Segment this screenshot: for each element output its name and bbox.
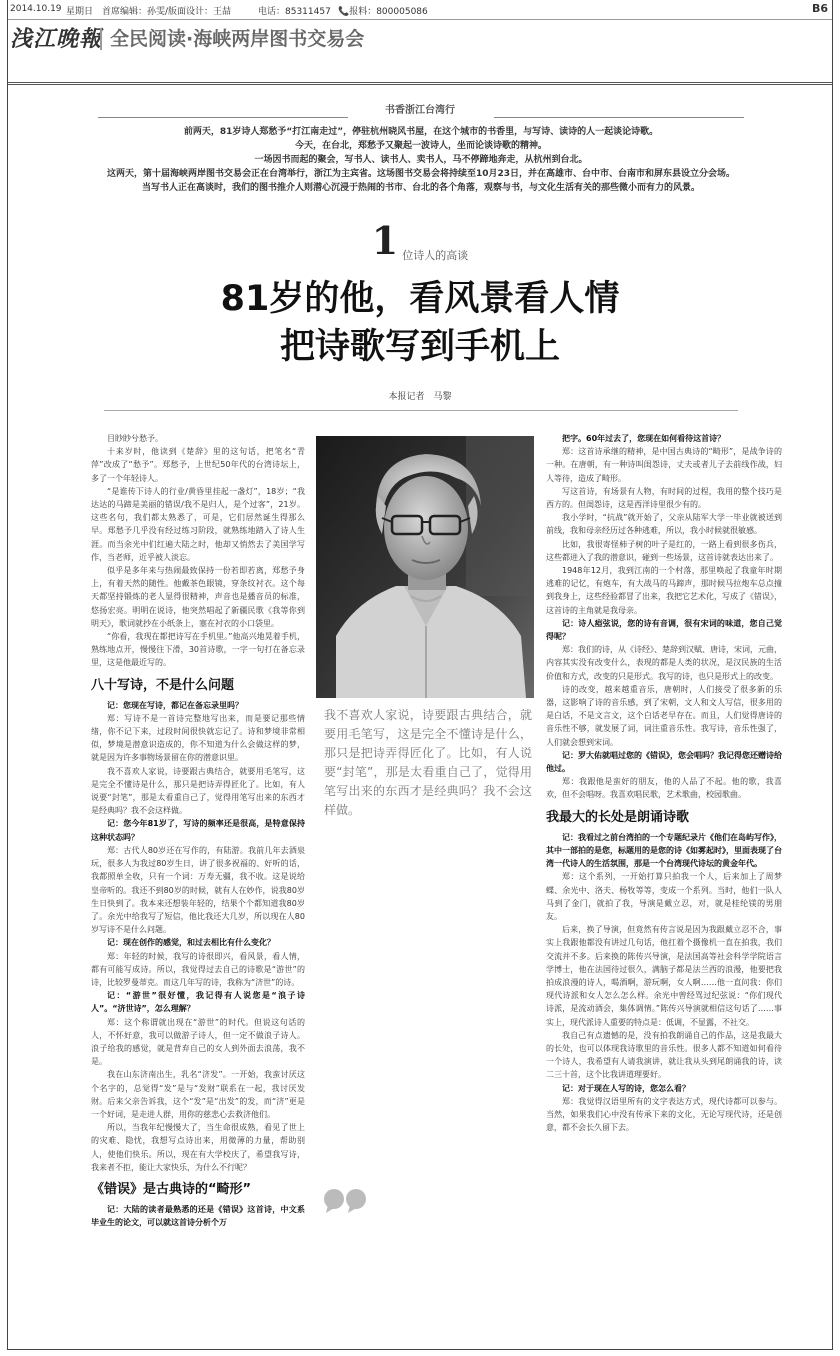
interview-question: 记：对于现在人写的诗，您怎么看？ — [562, 1083, 690, 1093]
quote-mark-icon — [324, 1187, 368, 1213]
body-paragraph: 所以，当我年纪慢慢大了，当生命很成熟，看见了世上的灾难、隐忧，我想写点诗出来，用微薄的力量，帮助别人，使他们快乐。所以，现在有大学校庆了，希望我写诗，我来者不拒，能让大家快乐，为什么不行呢？ — [91, 1123, 305, 1172]
pull-quote: 我不喜欢人家说，诗要跟古典结合，就要用毛笔写，这是完全不懂诗是什么，那只是把诗弄得匠化了。比如，有人说要“封笔”，那是太看重自己了，觉得用笔写出来的东西才是经典吗？我不会这样做。 — [324, 708, 532, 817]
newspaper-logo: 浅江晚報 — [10, 26, 103, 52]
body-paragraph: 郑：这首诗承继的精神，是中国古典诗的“畸形”，是战争诗的一种。在唐朝，有一种诗叫闺怨诗，丈夫或者儿子去前线作战，妇人等待，造成了畸形。 — [546, 447, 782, 483]
article-column-left — [91, 432, 305, 1348]
body-paragraph: 郑：年轻的时候，我写的诗很即兴，看风景，看人情，都有可能写成诗。所以，我觉得过去自己的诗歌是“游世”的诗，比较罗曼蒂克。而这几年写的诗，我称为“济世”的诗。 — [91, 951, 305, 987]
column-label-rule-left — [98, 117, 348, 118]
body-paragraph: 郑：我觉得汉语里所有的文字表达方式，现代诗都可以参与。当然，如果我们心中没有传承下来的文化，无论写现代诗，还是创意，都不会长久留下去。 — [546, 1096, 782, 1133]
interview-question: 记：“游世”很好懂，我记得有人说您是“浪子诗人”。“济世诗”，怎么理解？ — [91, 991, 305, 1014]
body-paragraph: 郑：我们的诗，从《诗经》、楚辞到汉赋、唐诗，宋词，元曲，内容其实没有改变什么，表现的都是人类的状况，是汉民族的生活价值和方式，改变的只是形式。我写的诗，也只是形式上的改变。 — [546, 645, 782, 681]
body-paragraph: 我不喜欢人家说，诗要跟古典结合，就要用毛笔写，这是完全不懂诗是什么，那只是把诗弄得匠化了。比如，有人说要“封笔”，那是太看重自己了，觉得用笔写出来的东西才是经典吗？我不会这样做。 — [91, 766, 305, 816]
body-paragraph: “你看，我现在都把诗写在手机里。”他高兴地晃着手机，熟练地点开，慢慢往下滑，30首诗歌，一字一句打在备忘录里，这是他最近写的。 — [91, 632, 305, 668]
kicker-text: 位诗人的高谈 — [402, 249, 469, 262]
body-paragraph: 郑：这个称谓就出现在“游世”的时代。但说这句话的人，不怀好意，我可以做游子诗人，但一定不做浪子诗人。浪子给我的感觉，就是背弃自己的女人到外面去浪荡，我不是。 — [91, 1017, 305, 1067]
body-paragraph: 比如，我很寄怪柿子树的叶子是红的，一路上看到很多伤兵，这些都进入了我的潜意识，碰到一些场景，这首诗就表达出来了。 — [546, 539, 782, 562]
interview-question: 把字。60年过去了，您现在如何看待这首诗？ — [562, 434, 726, 443]
body-paragraph: 我在山东济南出生，乳名“济发”。一开始，我蛮讨厌这个名字的，总觉得“发”是与“发财”联系在一起，我讨厌发财。后来父亲告诉我，这个“发”是“出发”的发，而“济”更是一个好词，是走进人群，用你的慈悲心去救济他们。 — [91, 1070, 305, 1119]
masthead-rule — [8, 82, 832, 85]
folio-editor: 首席编辑：孙雯/版面设计：王喆 — [102, 7, 232, 17]
intro-line: 当写书人正在高谈时，我们的图书推介人则潜心沉浸于热闹的书市、台北的各个角落，观察与书，与文化生活有关的那些微小而有力的风景。 — [141, 183, 700, 193]
interview-question: 记：诗人瘂弦说，您的诗有音调，很有宋词的味道，您自己觉得呢？ — [546, 618, 782, 642]
subheading: 我最大的长处是朗诵诗歌 — [546, 809, 690, 825]
column-label: 书香浙江台湾行 — [385, 105, 455, 116]
masthead — [8, 22, 832, 56]
interview-question: 记：您今年81岁了，写诗的频率还是很高，是特意保持这种状态吗？ — [91, 819, 305, 842]
headline-line-1: 81岁的他，看风景看人情 — [220, 279, 620, 319]
body-paragraph: 我自己有点遗憾的是，没有拍我朗诵自己的作品，这是我最大的长处，也可以体现我诗歌里的音乐性。很多人都不知道如何看待一个诗人，我希望有人请我演讲，就让我从头到尾朗诵我的诗，读二三十首，这个比我讲道理要好。 — [546, 1030, 782, 1080]
subheading: 《错误》是古典诗的“畸形” — [91, 1181, 252, 1197]
body-paragraph: 目眇眇兮愁予。 — [107, 434, 163, 443]
kicker — [8, 218, 832, 263]
body-paragraph: 郑：古代人80岁还在写作的，有陆游。我前几年去酒泉玩，很多人为我过80岁生日，讲了很多祝福的、好听的话，我都照单全收，只有一个词：万寿无疆，我不收。这是说给皇帝听的。我还不到80岁的时候，就有人在妙作，说我80岁生日快到了。我本来还想装年轻的，结果个个都知道我80岁了。余光中给我写了短信，他比我还大几岁，所以现在人80岁写诗不是什么问题。 — [91, 845, 305, 935]
body-paragraph: 1948年12月，我到江南的一个村落，那里唤起了我童年时期逃难的记忆，有炮车，有大战马的马蹄声，那时候马拉炮车总点撞到我身上，这些经验都冒了出来，我把它艺术化，写成了《错误》，这首诗的主角就是我母亲。 — [546, 566, 782, 615]
portrait-illustration — [316, 436, 534, 698]
body-paragraph: 写这首诗，有场景有人物，有时间的过程，我用的整个技巧是西方的。但闺怨诗，这是西洋诗里很少有的。 — [546, 486, 782, 510]
body-paragraph: 后来，换了导演，但竟然有传言说是因为我跟戴立忍不合，事实上我跟他都没有讲过几句话，他扛着个摄像机一直在拍我，我们交流并不多。后来换的陈传兴导演，是法国高等社会科学学院语言学博士，他在法国待过很久，满脑子都是法兰西的浪漫，他要把我拍成浪漫的诗人，喝酒啊，游玩啊，女人啊……他一直问我：你们现代诗派和女人怎么怎么样。余光中曾经骂过纪弦说：“你们现代诗派，是流动酒会，集体调情。”陈传兴导演就相信这句话了……事实上，现代派诗人重要的特点是：低调，不显露，不社交。 — [546, 925, 782, 1027]
interview-question: 记：罗大佑就唱过您的《错误》，您会唱吗？我记得您还赠诗给他过。 — [546, 750, 782, 774]
intro-line: 一场因书而起的聚会，写书人、读书人、卖书人，马不停蹄地奔走，从杭州到台北。 — [254, 155, 588, 165]
body-paragraph: 十来岁时，他读到《楚辞》里的这句话，把笔名“青萍”改成了“愁予”。郑愁予，上世纪50年代的台湾诗坛上，多了一个年轻诗人。 — [91, 447, 305, 483]
interview-question: 记：大陆的读者最熟悉的还是《错误》这首诗，中文系毕业生的论文，可以就这首诗分析个万 — [91, 1204, 305, 1228]
portrait-photo — [316, 436, 534, 698]
masthead-divider — [100, 28, 102, 50]
byline-rule — [104, 410, 738, 411]
intro-line: 今天，在台北，郑愁予又聚起一波诗人，坐而论谈诗歌的精神。 — [294, 141, 547, 151]
body-paragraph: 我小学时，“抗战”就开始了，父亲从陆军大学一毕业就被送到前线，我和母亲经历过各种逃难，所以，我小时候就很敏感。 — [546, 513, 782, 536]
page-number: B6 — [811, 2, 828, 15]
headline — [8, 275, 832, 371]
body-paragraph: 诗的改变，越来越重音乐，唐朝时，人们接受了很多新的乐器，这影响了诗的音乐感，到了宋朝，文人和文人写信，很多用的是白话，不是文言文，这个白话老早存在。而且，人们觉得唐诗的音乐性不够，就发展了词，词注重音乐性。我写诗，音乐性强了，人们就会想到宋词。 — [546, 684, 782, 747]
folio-rule — [8, 19, 832, 20]
body-paragraph: 似乎是多年来与热闹最致保持一份若即若离，郑愁予身上，有着天然的随性。他戴茶色眼镜，穿条纹衬衣。这个每天都坚持锻炼的老人显得很精神，声音也是播音员的标准，悠扬宏亮。明明在说诗，他突然唱起了新疆民歌《我等你到明天》，歌词就抄在小纸条上，塞在衬衣的小口袋里。 — [91, 566, 305, 628]
section-title: 全民阅读·海峡两岸图书交易会 — [110, 28, 365, 50]
body-paragraph: 郑：我跟他是蛮好的朋友，他的人品了不起。他的歌，我喜欢，但不会唱呀。我喜欢唱民歌，艺术歌曲，校园歌曲。 — [546, 777, 782, 800]
intro-line: 这两天，第十届海峡两岸图书交易会正在台湾举行，浙江为主宾省。这场图书交易会将持续至10月23日，并在高雄市、台中市、台南市和屏东县设立分会场。 — [106, 169, 736, 179]
kicker-number: 1 — [371, 218, 399, 263]
headline-line-2: 把诗歌写到手机上 — [279, 327, 560, 367]
folio-date: 2014.10.19 — [10, 4, 62, 14]
column-label-rule-right — [494, 117, 744, 118]
folio-bar — [8, 4, 832, 18]
body-paragraph: 郑：写诗不是一首诗完整地写出来，而是要记那些情绪，你不记下来，过段时间很快就忘记了。诗和梦境非常相似，梦境是潜意识造成的，你不知道为什么会做这样的梦，就是因为许多事物场景留在你的潜意识里。 — [91, 713, 305, 763]
interview-question: 记：现在创作的感觉，和过去相比有什么变化？ — [107, 938, 275, 948]
interview-question: 记：我看过之前台湾拍的一个专题纪录片《他们在岛屿写作》，其中一部拍的是您，标题用的是您的诗《如雾起时》，里面表现了台湾一代诗人的生活氛围，那是一个台湾现代诗坛的黄金年代。 — [546, 832, 782, 869]
byline: 本报记者 马黎 — [388, 392, 452, 402]
body-paragraph: 郑：这个系列，一开始打算只拍我一个人，后来加上了周梦蝶、余光中、洛夫、杨牧等等，变成一个系列。当时，他们一队人马到了金门，就拍了我，导演是戴立忍，对，就是桂纶镁的男朋友。 — [546, 872, 782, 921]
subheading: 八十写诗，不是什么问题 — [91, 677, 235, 693]
body-paragraph: “是谁传下诗人的行业/黄昏里挂起一盏灯”，18岁；“我达达的马蹄是美丽的错误/我不是归人，是个过客”，21岁。这些名句，我们都太熟悉了，可是，它们居然诞生得那么早。郑愁予几乎没有经过练习阶段，就熟练地踏入了诗人生涯。而当余光中们红遍大陆之时，他却又悄然去了美国学写作，当老师，近乎被人淡忘。 — [91, 486, 305, 562]
intro-block — [68, 125, 774, 195]
newspaper-page — [7, 0, 833, 1350]
interview-question: 记：您现在写诗，都记在备忘录里吗？ — [107, 700, 243, 710]
folio-weekday: 星期日 — [66, 7, 94, 17]
intro-line: 前两天，81岁诗人郑愁予“打江南走过”，停驻杭州晓风书屋，在这个城市的书香里，与写诗、读诗的人一起谈论诗歌。 — [183, 127, 659, 137]
folio-phone: 电话：85311457 — [258, 7, 331, 17]
folio-hotline: 📞报料：800005086 — [338, 7, 428, 17]
article-column-right — [546, 432, 782, 1348]
